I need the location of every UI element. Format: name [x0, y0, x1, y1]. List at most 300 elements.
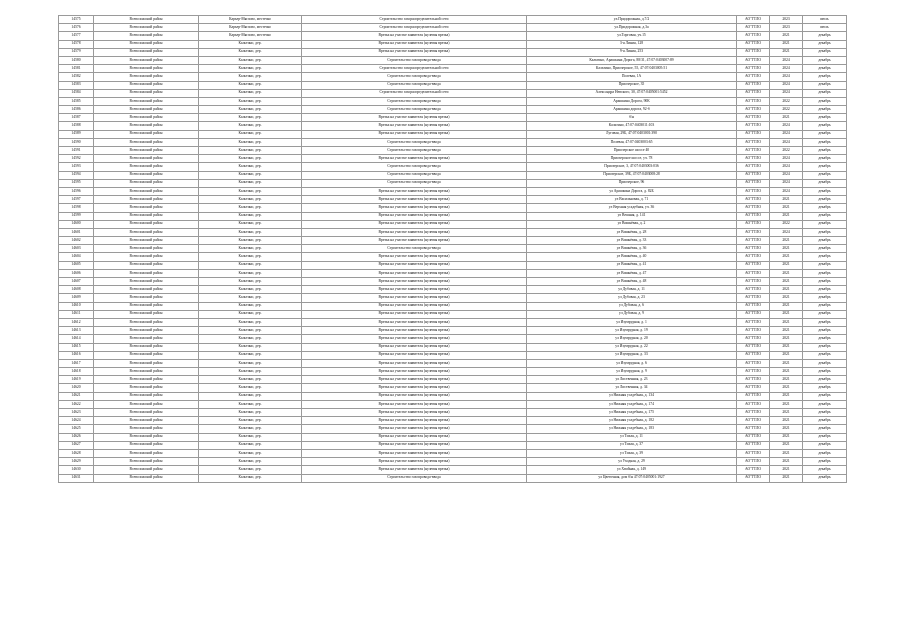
organization-cell: АО"ГТЛО — [737, 24, 770, 32]
work-type-cell: Врезка на участке заявителя (нулевая врезка) — [302, 220, 527, 228]
settlement-cell: Кальтино, дер. — [199, 56, 302, 64]
organization-cell: АО"ГТЛО — [737, 286, 770, 294]
settlement-cell: Кальтино, дер. — [199, 89, 302, 97]
district-cell: Всеволожский район — [94, 81, 199, 89]
row-number-cell: 14619 — [59, 376, 94, 384]
work-type-cell: Строительство газораспределительной сети — [302, 89, 527, 97]
year-cell: 2021 — [770, 196, 803, 204]
year-cell: 2024 — [770, 187, 803, 195]
organization-cell: АО"ГТЛО — [737, 417, 770, 425]
work-type-cell: Строительство газопровода-ввода — [302, 73, 527, 81]
district-cell: Всеволожский район — [94, 310, 199, 318]
district-cell: Всеволожский район — [94, 147, 199, 155]
work-type-cell: Врезка на участке заявителя (нулевая врезка) — [302, 237, 527, 245]
year-cell: 2024 — [770, 89, 803, 97]
work-type-cell: Врезка на участке заявителя (нулевая врезка) — [302, 392, 527, 400]
address-cell: ул Дубовая, д. 23 — [527, 294, 737, 302]
table-row — [59, 466, 847, 474]
year-cell: 2022 — [770, 147, 803, 155]
address-cell: ул.Придорожная, д.7/2 — [527, 16, 737, 24]
year-cell: 2021 — [770, 351, 803, 359]
settlement-cell: Кальтино, дер. — [199, 433, 302, 441]
district-cell: Всеволожский район — [94, 97, 199, 105]
district-cell: Всеволожский район — [94, 392, 199, 400]
district-cell: Всеволожский район — [94, 449, 199, 457]
settlement-cell: Кальтино, дер. — [199, 138, 302, 146]
work-type-cell: Врезка на участке заявителя (нулевая врезка) — [302, 335, 527, 343]
address-cell: ул Изумрудная, д. 20 — [527, 335, 737, 343]
settlement-cell: Кальтино, дер. — [199, 286, 302, 294]
settlement-cell: Кальтино, дер. — [199, 343, 302, 351]
row-number-cell: 14623 — [59, 409, 94, 417]
row-number-cell: 14621 — [59, 392, 94, 400]
address-cell: ул Изумрудная, д. 9 — [527, 368, 737, 376]
row-number-cell: 14631 — [59, 474, 94, 482]
year-cell: 2021 — [770, 294, 803, 302]
work-type-cell: Строительство газопровода-ввода — [302, 163, 527, 171]
row-number-cell: 14591 — [59, 147, 94, 155]
settlement-cell: Кальтино, дер. — [199, 417, 302, 425]
work-type-cell: Врезка на участке заявителя (нулевая врезка) — [302, 425, 527, 433]
year-cell: 2021 — [770, 474, 803, 482]
month-cell: декабрь — [803, 81, 847, 89]
district-cell: Всеволожский район — [94, 359, 199, 367]
settlement-cell: Кальтино, дер. — [199, 278, 302, 286]
row-number-cell: 14581 — [59, 65, 94, 73]
month-cell: декабрь — [803, 130, 847, 138]
table-row — [59, 73, 847, 81]
organization-cell: АО"ГТЛО — [737, 114, 770, 122]
month-cell: декабрь — [803, 376, 847, 384]
work-type-cell: Строительство газораспределительной сети — [302, 16, 527, 24]
table-row — [59, 335, 847, 343]
row-number-cell: 14609 — [59, 294, 94, 302]
address-cell: ул Дубовая, д. 11 — [527, 286, 737, 294]
table-row — [59, 40, 847, 48]
district-cell: Всеволожский район — [94, 384, 199, 392]
organization-cell: АО"ГТЛО — [737, 458, 770, 466]
row-number-cell: 14629 — [59, 458, 94, 466]
year-cell: 2021 — [770, 114, 803, 122]
table-row — [59, 310, 847, 318]
address-cell: ул Нижняя усадебная, д. 134 — [527, 392, 737, 400]
organization-cell: АО"ГТЛО — [737, 376, 770, 384]
organization-cell: АО"ГТЛО — [737, 40, 770, 48]
work-type-cell: Врезка на участке заявителя (нулевая врезка) — [302, 187, 527, 195]
organization-cell: АО"ГТЛО — [737, 163, 770, 171]
year-cell: 2021 — [770, 359, 803, 367]
settlement-cell: Кальтино, дер. — [199, 327, 302, 335]
organization-cell: АО"ГТЛО — [737, 187, 770, 195]
settlement-cell: Кальтино, дер. — [199, 392, 302, 400]
organization-cell: АО"ГТЛО — [737, 73, 770, 81]
month-cell: декабрь — [803, 392, 847, 400]
work-type-cell: Врезка на участке заявителя (нулевая врезка) — [302, 368, 527, 376]
year-cell: 2021 — [770, 368, 803, 376]
month-cell: декабрь — [803, 425, 847, 433]
organization-cell: АО"ГТЛО — [737, 220, 770, 228]
settlement-cell: Кальтино, дер. — [199, 179, 302, 187]
address-cell: 9-я Линия, 253 — [527, 48, 737, 56]
row-number-cell: 14579 — [59, 48, 94, 56]
address-cell: ул Уходная, д. 29 — [527, 458, 737, 466]
settlement-cell: Кальтино, дер. — [199, 466, 302, 474]
month-cell: декабрь — [803, 245, 847, 253]
row-number-cell: 14589 — [59, 130, 94, 138]
year-cell: 2022 — [770, 106, 803, 114]
month-cell: декабрь — [803, 237, 847, 245]
district-cell: Всеволожский район — [94, 409, 199, 417]
table-row — [59, 187, 847, 195]
row-number-cell: 14593 — [59, 163, 94, 171]
settlement-cell: Кальтино, дер. — [199, 65, 302, 73]
month-cell: декабрь — [803, 187, 847, 195]
address-cell: ул Вишнёвая, д. 40 — [527, 253, 737, 261]
row-number-cell: 14584 — [59, 89, 94, 97]
district-cell: Всеволожский район — [94, 425, 199, 433]
organization-cell: АО"ГТЛО — [737, 392, 770, 400]
month-cell: декабрь — [803, 155, 847, 163]
district-cell: Всеволожский район — [94, 130, 199, 138]
table-row — [59, 449, 847, 457]
district-cell: Всеволожский район — [94, 327, 199, 335]
work-type-cell: Строительство газопровода-ввода — [302, 245, 527, 253]
year-cell: 2021 — [770, 417, 803, 425]
work-type-cell: Врезка на участке заявителя (нулевая врезка) — [302, 359, 527, 367]
address-cell: Полевая, 47:07:0403003:65 — [527, 138, 737, 146]
address-cell: ул Вишнёвая, д. 47 — [527, 269, 737, 277]
settlement-cell: Карьер-Мяглово, местечко — [199, 16, 302, 24]
table-row — [59, 89, 847, 97]
month-cell: декабрь — [803, 343, 847, 351]
row-number-cell: 14596 — [59, 187, 94, 195]
address-cell: ул Вишнёвая, д. 28 — [527, 228, 737, 236]
month-cell: декабрь — [803, 458, 847, 466]
work-type-cell: Строительство газораспределительной сети — [302, 24, 527, 32]
district-cell: Всеволожский район — [94, 179, 199, 187]
year-cell: 2021 — [770, 376, 803, 384]
work-type-cell: Врезка на участке заявителя (нулевая врезка) — [302, 278, 527, 286]
row-number-cell: 14575 — [59, 16, 94, 24]
table-row — [59, 106, 847, 114]
work-type-cell: Врезка на участке заявителя (нулевая врезка) — [302, 302, 527, 310]
row-number-cell: 14612 — [59, 318, 94, 326]
year-cell: 2021 — [770, 310, 803, 318]
row-number-cell: 14616 — [59, 351, 94, 359]
district-cell: Всеволожский район — [94, 376, 199, 384]
district-cell: Всеволожский район — [94, 114, 199, 122]
district-cell: Всеволожский район — [94, 196, 199, 204]
work-type-cell: Врезка на участке заявителя (нулевая врезка) — [302, 122, 527, 130]
district-cell: Всеволожский район — [94, 122, 199, 130]
work-type-cell: Врезка на участке заявителя (нулевая врезка) — [302, 409, 527, 417]
settlement-cell: Кальтино, дер. — [199, 376, 302, 384]
month-cell: декабрь — [803, 138, 847, 146]
settlement-cell: Кальтино, дер. — [199, 425, 302, 433]
table-row — [59, 179, 847, 187]
row-number-cell: 14583 — [59, 81, 94, 89]
table-row — [59, 48, 847, 56]
organization-cell: АО"ГТЛО — [737, 318, 770, 326]
table-row — [59, 155, 847, 163]
year-cell: 2021 — [770, 441, 803, 449]
row-number-cell: 14576 — [59, 24, 94, 32]
month-cell: декабрь — [803, 228, 847, 236]
month-cell: декабрь — [803, 400, 847, 408]
address-cell: Луговая, 29Б, 47:07:0403001:390 — [527, 130, 737, 138]
month-cell: декабрь — [803, 73, 847, 81]
work-type-cell: Врезка на участке заявителя (нулевая врезка) — [302, 130, 527, 138]
district-cell: Всеволожский район — [94, 278, 199, 286]
table-row — [59, 359, 847, 367]
work-type-cell: Строительство газопровода-ввода — [302, 474, 527, 482]
row-number-cell: 14599 — [59, 212, 94, 220]
work-type-cell: Врезка на участке заявителя (нулевая врезка) — [302, 458, 527, 466]
row-number-cell: 14618 — [59, 368, 94, 376]
month-cell: декабрь — [803, 269, 847, 277]
district-cell: Всеволожский район — [94, 441, 199, 449]
row-number-cell: 14620 — [59, 384, 94, 392]
year-cell: 2023 — [770, 24, 803, 32]
organization-cell: АО"ГТЛО — [737, 179, 770, 187]
year-cell: 2021 — [770, 392, 803, 400]
organization-cell: АО"ГТЛО — [737, 171, 770, 179]
address-cell: Кальтино, Арашкина Дорога, 88/31, 47:07:0403007:89 — [527, 56, 737, 64]
table-row — [59, 278, 847, 286]
table-row — [59, 97, 847, 105]
organization-cell: АО"ГТЛО — [737, 204, 770, 212]
row-number-cell: 14602 — [59, 237, 94, 245]
month-cell: декабрь — [803, 97, 847, 105]
year-cell: 2021 — [770, 253, 803, 261]
month-cell: июль — [803, 24, 847, 32]
address-cell: Приозерское, 39Б, 47:07:0403008:28 — [527, 171, 737, 179]
address-cell: ул Нижняя усадебная, д. 183 — [527, 425, 737, 433]
table-body — [59, 16, 847, 483]
work-type-cell: Врезка на участке заявителя (нулевая врезка) — [302, 114, 527, 122]
address-cell: Кальтино, 47:07:0403011:103 — [527, 122, 737, 130]
month-cell: декабрь — [803, 179, 847, 187]
month-cell: декабрь — [803, 466, 847, 474]
address-cell: ул Изумрудная, д. 22 — [527, 343, 737, 351]
settlement-cell: Кальтино, дер. — [199, 81, 302, 89]
district-cell: Всеволожский район — [94, 417, 199, 425]
work-type-cell: Строительство газораспределительной сети — [302, 65, 527, 73]
month-cell: декабрь — [803, 171, 847, 179]
district-cell: Всеволожский район — [94, 335, 199, 343]
month-cell: декабрь — [803, 32, 847, 40]
settlement-cell: Кальтино, дер. — [199, 441, 302, 449]
year-cell: 2024 — [770, 81, 803, 89]
month-cell: декабрь — [803, 278, 847, 286]
work-type-cell: Строительство газопровода-ввода — [302, 106, 527, 114]
table-row — [59, 294, 847, 302]
row-number-cell: 14603 — [59, 245, 94, 253]
table-row — [59, 253, 847, 261]
settlement-cell: Кальтино, дер. — [199, 302, 302, 310]
address-cell: Арашкина Дорога, 90К — [527, 97, 737, 105]
district-cell: Всеволожский район — [94, 65, 199, 73]
table-row — [59, 138, 847, 146]
year-cell: 2022 — [770, 220, 803, 228]
year-cell: 2024 — [770, 228, 803, 236]
year-cell: 2024 — [770, 163, 803, 171]
address-cell: ул Изумрудная, д. 1 — [527, 318, 737, 326]
row-number-cell: 14592 — [59, 155, 94, 163]
data-table — [58, 15, 847, 483]
settlement-cell: Кальтино, дер. — [199, 122, 302, 130]
address-cell: Приозерское, 3, 47:07:0403003:036 — [527, 163, 737, 171]
month-cell: декабрь — [803, 56, 847, 64]
organization-cell: АО"ГТЛО — [737, 466, 770, 474]
settlement-cell: Кальтино, дер. — [199, 449, 302, 457]
address-cell: ул Арашкина Дорога, д. 82Б — [527, 187, 737, 195]
settlement-cell: Кальтино, дер. — [199, 458, 302, 466]
district-cell: Всеволожский район — [94, 16, 199, 24]
year-cell: 2021 — [770, 335, 803, 343]
row-number-cell: 14580 — [59, 56, 94, 64]
table-row — [59, 286, 847, 294]
organization-cell: АО"ГТЛО — [737, 56, 770, 64]
work-type-cell: Врезка на участке заявителя (нулевая врезка) — [302, 261, 527, 269]
month-cell: декабрь — [803, 163, 847, 171]
table-row — [59, 204, 847, 212]
district-cell: Всеволожский район — [94, 204, 199, 212]
organization-cell: АО"ГТЛО — [737, 409, 770, 417]
address-cell: Приозерское, 35 — [527, 81, 737, 89]
month-cell: декабрь — [803, 48, 847, 56]
settlement-cell: Кальтино, дер. — [199, 73, 302, 81]
row-number-cell: 14578 — [59, 40, 94, 48]
work-type-cell: Строительство газопровода-ввода — [302, 97, 527, 105]
work-type-cell: Врезка на участке заявителя (нулевая врезка) — [302, 327, 527, 335]
settlement-cell: Кальтино, дер. — [199, 147, 302, 155]
month-cell: декабрь — [803, 204, 847, 212]
settlement-cell: Кальтино, дер. — [199, 368, 302, 376]
year-cell: 2024 — [770, 65, 803, 73]
district-cell: Всеволожский район — [94, 212, 199, 220]
settlement-cell: Кальтино, дер. — [199, 318, 302, 326]
row-number-cell: 14610 — [59, 302, 94, 310]
year-cell: 2024 — [770, 73, 803, 81]
month-cell: декабрь — [803, 65, 847, 73]
work-type-cell: Врезка на участке заявителя (нулевая врезка) — [302, 204, 527, 212]
work-type-cell: Строительство газопровода-ввода — [302, 147, 527, 155]
row-number-cell: 14604 — [59, 253, 94, 261]
month-cell: декабрь — [803, 417, 847, 425]
district-cell: Всеволожский район — [94, 245, 199, 253]
year-cell: 2024 — [770, 56, 803, 64]
organization-cell: АО"ГТЛО — [737, 449, 770, 457]
organization-cell: АО"ГТЛО — [737, 81, 770, 89]
settlement-cell: Кальтино, дер. — [199, 106, 302, 114]
organization-cell: АО"ГТЛО — [737, 253, 770, 261]
month-cell: декабрь — [803, 441, 847, 449]
settlement-cell: Карьер-Мяглово, местечко — [199, 32, 302, 40]
work-type-cell: Врезка на участке заявителя (нулевая врезка) — [302, 400, 527, 408]
district-cell: Всеволожский район — [94, 433, 199, 441]
year-cell: 2021 — [770, 302, 803, 310]
row-number-cell: 14624 — [59, 417, 94, 425]
settlement-cell: Кальтино, дер. — [199, 212, 302, 220]
work-type-cell: Врезка на участке заявителя (нулевая врезка) — [302, 310, 527, 318]
month-cell: декабрь — [803, 368, 847, 376]
table-row — [59, 24, 847, 32]
year-cell: 2021 — [770, 425, 803, 433]
address-cell: ул Хвойная, д. 149 — [527, 466, 737, 474]
settlement-cell: Карьер-Мяглово, местечко — [199, 24, 302, 32]
row-number-cell: 14607 — [59, 278, 94, 286]
row-number-cell: 14598 — [59, 204, 94, 212]
work-type-cell: Врезка на участке заявителя (нулевая врезка) — [302, 32, 527, 40]
address-cell: ул Верхняя усадебная, уч. 36 — [527, 204, 737, 212]
year-cell: 2021 — [770, 458, 803, 466]
month-cell: декабрь — [803, 474, 847, 482]
address-cell: ул Дубовая, д. 9 — [527, 310, 737, 318]
table-row — [59, 376, 847, 384]
row-number-cell: 14577 — [59, 32, 94, 40]
settlement-cell: Кальтино, дер. — [199, 48, 302, 56]
settlement-cell: Кальтино, дер. — [199, 474, 302, 482]
address-cell: ул Изумрудная, д. 6 — [527, 359, 737, 367]
row-number-cell: 14627 — [59, 441, 94, 449]
settlement-cell: Кальтино, дер. — [199, 294, 302, 302]
row-number-cell: 14606 — [59, 269, 94, 277]
organization-cell: АО"ГТЛО — [737, 16, 770, 24]
month-cell: декабрь — [803, 351, 847, 359]
address-cell: ул Цветочная, дом б/н 47:07:0405001:1927 — [527, 474, 737, 482]
year-cell: 2021 — [770, 32, 803, 40]
organization-cell: АО"ГТЛО — [737, 269, 770, 277]
row-number-cell: 14585 — [59, 97, 94, 105]
table-row — [59, 237, 847, 245]
address-cell: Приозерское, 96 — [527, 179, 737, 187]
address-cell: Арашкина дорога, 92-б — [527, 106, 737, 114]
district-cell: Всеволожский район — [94, 458, 199, 466]
year-cell: 2021 — [770, 269, 803, 277]
address-cell: ул Изумрудная, д. 19 — [527, 327, 737, 335]
settlement-cell: Кальтино, дер. — [199, 253, 302, 261]
district-cell: Всеволожский район — [94, 24, 199, 32]
organization-cell: АО"ГТЛО — [737, 359, 770, 367]
organization-cell: АО"ГТЛО — [737, 384, 770, 392]
settlement-cell: Кальтино, дер. — [199, 187, 302, 195]
organization-cell: АО"ГТЛО — [737, 122, 770, 130]
year-cell: 2021 — [770, 48, 803, 56]
settlement-cell: Кальтино, дер. — [199, 310, 302, 318]
settlement-cell: Кальтино, дер. — [199, 400, 302, 408]
district-cell: Всеволожский район — [94, 343, 199, 351]
table-row — [59, 212, 847, 220]
work-type-cell: Врезка на участке заявителя (нулевая врезка) — [302, 441, 527, 449]
organization-cell: АО"ГТЛО — [737, 261, 770, 269]
address-cell: ул Вишнёвая, д. 33 — [527, 237, 737, 245]
organization-cell: АО"ГТЛО — [737, 196, 770, 204]
address-cell: ул Нижняя усадебная, д. 182 — [527, 417, 737, 425]
month-cell: декабрь — [803, 449, 847, 457]
row-number-cell: 14594 — [59, 171, 94, 179]
year-cell: 2021 — [770, 466, 803, 474]
address-cell: ул Васильковая, д. 71 — [527, 196, 737, 204]
row-number-cell: 14588 — [59, 122, 94, 130]
organization-cell: АО"ГТЛО — [737, 97, 770, 105]
settlement-cell: Кальтино, дер. — [199, 261, 302, 269]
work-type-cell: Врезка на участке заявителя (нулевая врезка) — [302, 351, 527, 359]
settlement-cell: Кальтино, дер. — [199, 359, 302, 367]
month-cell: декабрь — [803, 253, 847, 261]
year-cell: 2021 — [770, 245, 803, 253]
district-cell: Всеволожский район — [94, 368, 199, 376]
